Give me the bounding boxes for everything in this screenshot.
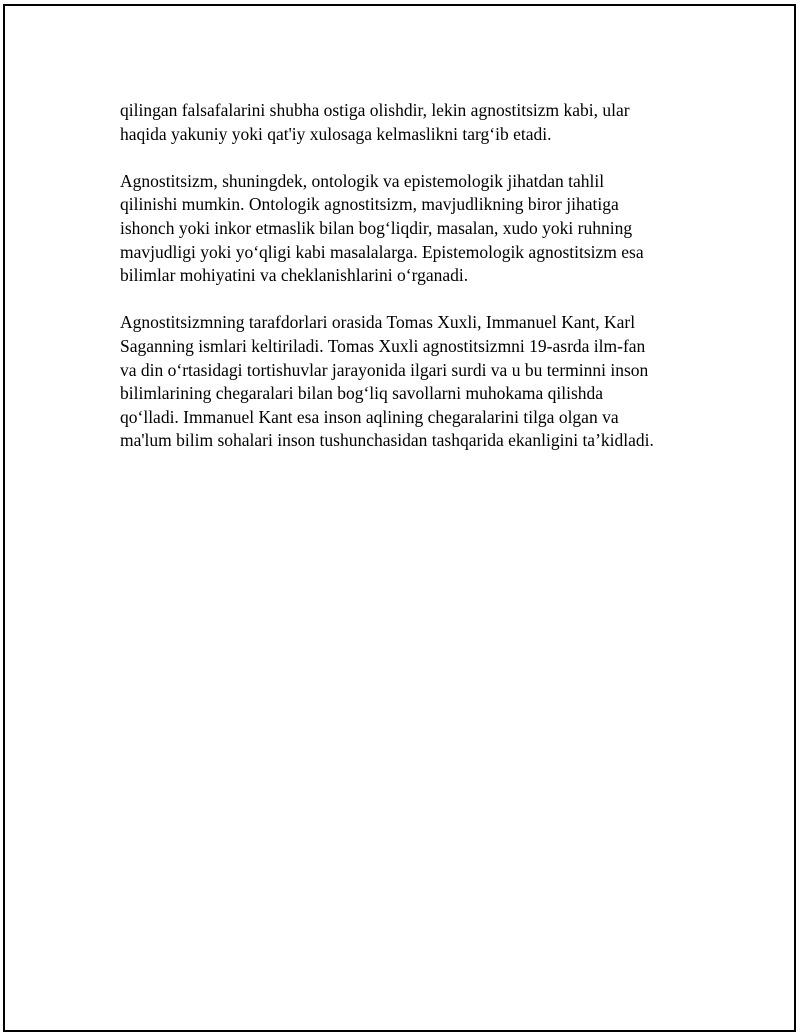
text-line: qilinishi mumkin. Ontologik agnostitsizm, mavjudlikning biror jihatiga [120,194,619,215]
page-frame [3,4,796,1032]
text-line: qilingan falsafalarini shubha ostiga olishdir, lekin agnostitsizm kabi, ular [120,100,630,120]
text-line: bilimlarining chegaralari bilan bog‘liq savollarni muhokama qilishda [120,383,604,404]
text-line: haqida yakuniy yoki qat'iy xulosaga kelmaslikni targ‘ib etadi. [120,123,552,144]
text-line: qo‘lladi. Immanuel Kant esa inson aqlining chegaralarini tilga olgan va [120,406,619,427]
paragraph-1 [120,99,700,146]
paragraph-3 [120,311,700,453]
text-line: bilimlar mohiyatini va cheklanishlarini o‘rganadi. [120,265,469,286]
text-line: ishonch yoki inkor etmaslik bilan bog‘liqdir, masalan, xudo yoki ruhning [120,217,633,238]
document-body [120,99,700,477]
text-line: Agnostitsizm, shuningdek, ontologik va epistemologik jihatdan tahlil [120,170,605,191]
text-line: Agnostitsizmning tarafdorlari orasida Tomas Xuxli, Immanuel Kant, Karl [120,312,636,333]
text-line: mavjudligi yoki yo‘qligi kabi masalalarga. Epistemologik agnostitsizm esa [120,241,644,262]
text-line: Saganning ismlari keltiriladi. Tomas Xuxli agnostitsizmni 19-asrda ilm-fan [120,335,646,356]
text-line: va din o‘rtasidagi tortishuvlar jarayonida ilgari surdi va u bu terminni inson [120,359,649,380]
paragraph-2 [120,170,700,288]
text-line: ma'lum bilim sohalari inson tushunchasidan tashqarida ekanligini ta’kidladi. [120,430,654,451]
